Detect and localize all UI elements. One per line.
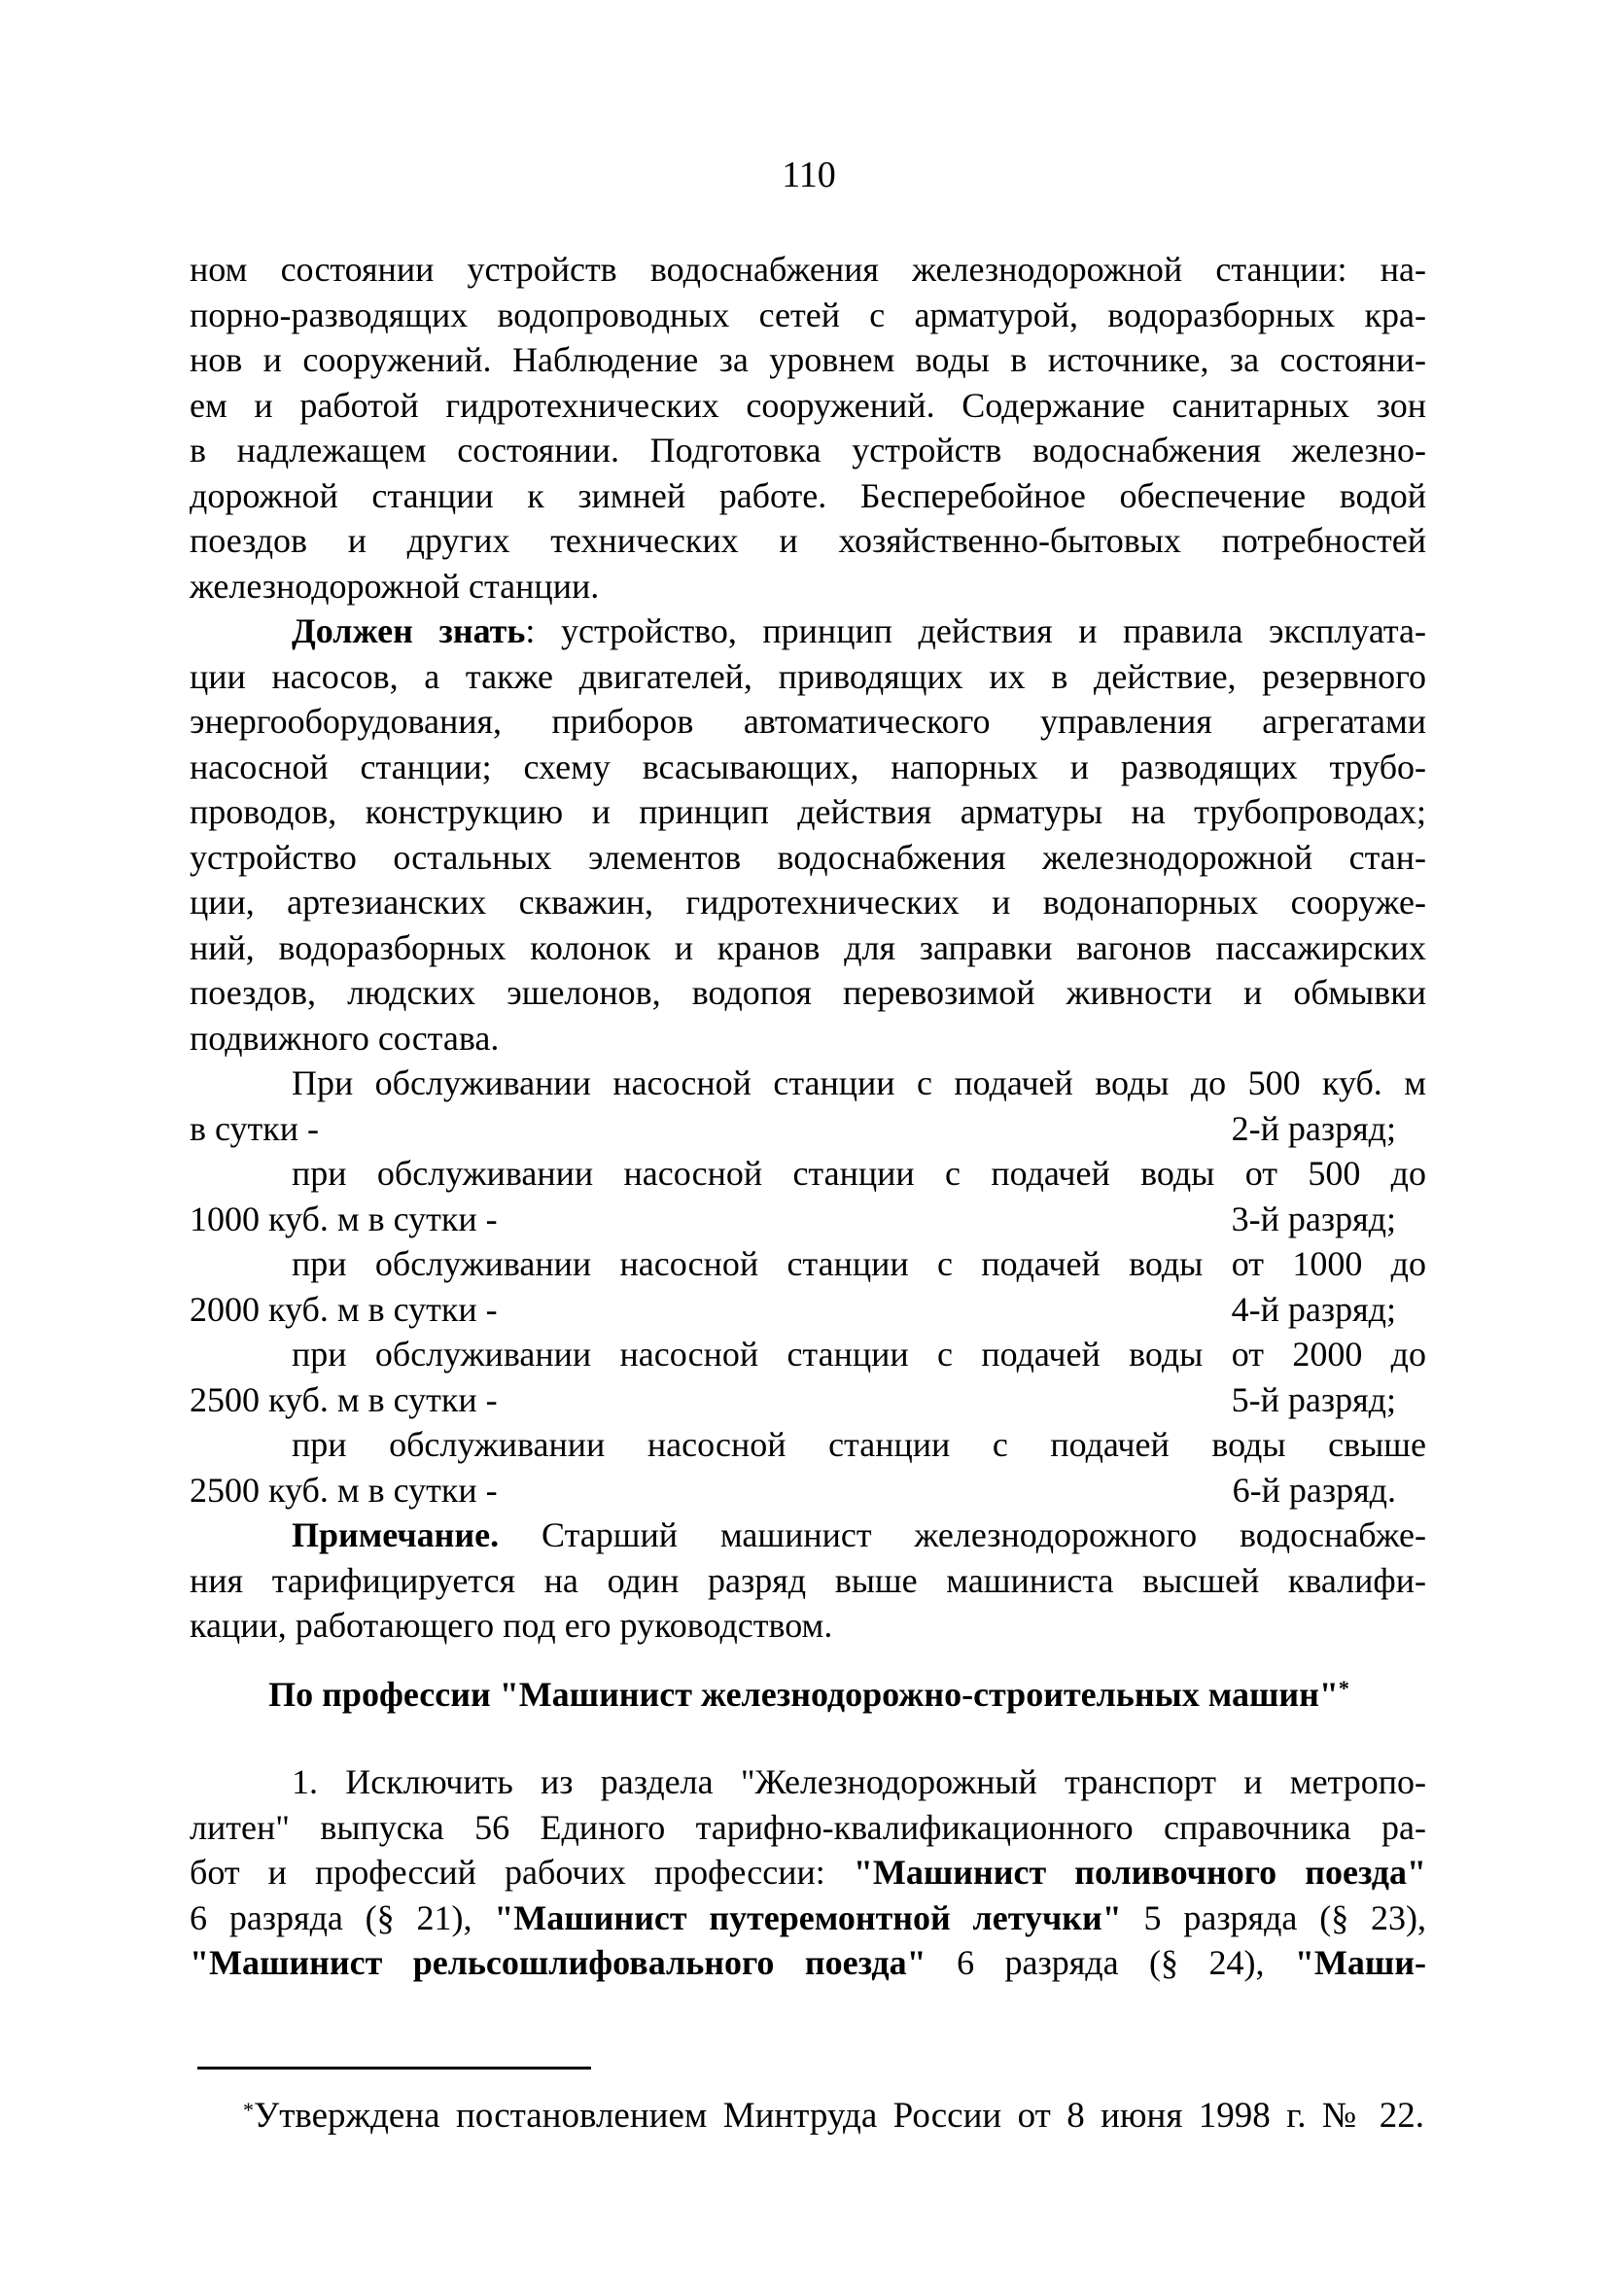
text-line: [190, 1332, 1426, 1377]
footnote-mark: *: [1338, 1676, 1349, 1700]
text-line: [190, 699, 1426, 745]
bold-text: "Машинист рельсошлифовального поезда": [190, 1943, 926, 1982]
text-line: [190, 654, 1426, 700]
text-line: [190, 1896, 1426, 1941]
text-line: [190, 293, 1426, 338]
line-text: при обслуживании насосной станции с подачей воды от 500 до: [292, 1154, 1426, 1193]
line-text: ний, водоразборных колонок и кранов для заправки вагонов пассажирских: [190, 927, 1426, 967]
line-text: подвижного состава.: [190, 1018, 500, 1058]
line-text: нов и сооружений. Наблюдение за уровнем воды в источнике, за состояни-: [190, 340, 1426, 379]
bold-text: "Маши-: [1294, 1943, 1426, 1982]
bold-text: "Машинист поливочного поезда": [853, 1853, 1426, 1892]
line-text: ции насосов, а также двигателей, приводящих их в действие, резервного: [190, 656, 1426, 696]
line-text: поездов и других технических и хозяйственно-бытовых потребностей: [190, 521, 1426, 560]
text-line: [190, 1805, 1426, 1851]
text-line: [190, 1603, 1426, 1649]
text-line: [190, 925, 1426, 971]
line-text: Старший машинист железнодорожного водоснабже-: [499, 1515, 1426, 1554]
text-line: [190, 1151, 1426, 1197]
rate-volume: 2500 куб. м в сутки -: [190, 1470, 498, 1510]
line-text: 1. Исключить из раздела "Железнодорожный транспорт и метропо-: [292, 1762, 1426, 1801]
text-line: [190, 1940, 1426, 1986]
text-line: [190, 1016, 1426, 1061]
text-line: [190, 880, 1426, 925]
text-line: [190, 745, 1426, 790]
rate-grade: 4-й разряд;: [1231, 1289, 1396, 1329]
rate-grade: 6-й разряд.: [1232, 1470, 1396, 1510]
rate-grade: 5-й разряд;: [1231, 1379, 1396, 1419]
text-line: [190, 383, 1426, 429]
text-line: [190, 428, 1426, 473]
rate-line: [190, 1468, 1426, 1513]
text-line: [190, 1850, 1426, 1896]
text-line: [190, 1422, 1426, 1468]
page-number: 110: [782, 155, 836, 195]
rate-volume: в сутки -: [190, 1108, 319, 1148]
bold-text: Примечание.: [292, 1515, 500, 1554]
line-text: ем и работой гидротехнических сооружений. Содержание санитарных зон: [190, 385, 1426, 425]
rate-line: [190, 1197, 1426, 1242]
line-text: в надлежащем состоянии. Подготовка устройств водоснабжения железно-: [190, 431, 1426, 470]
line-text: проводов, конструкцию и принцип действия арматуры на трубопроводах;: [190, 792, 1426, 831]
bold-text: Должен знать: [292, 611, 526, 650]
line-text: ния тарифицируется на один разряд выше машиниста высшей квалифи-: [190, 1560, 1426, 1600]
text-line: [190, 564, 1426, 609]
text-line: [190, 835, 1426, 881]
footnote: [243, 2092, 1424, 2140]
line-text: при обслуживании насосной станции с подачей воды от 1000 до: [292, 1244, 1426, 1283]
bold-text: "Машинист путеремонтной летучки": [494, 1897, 1122, 1937]
line-text: ции, артезианских скважин, гидротехнических и водонапорных сооруже-: [190, 883, 1426, 922]
footnote-mark: *: [243, 2098, 254, 2122]
text-line: [190, 473, 1426, 519]
line-text: ном состоянии устройств водоснабжения железнодорожной станции: на-: [190, 250, 1426, 289]
line-text: 5 разряда (§ 23),: [1121, 1897, 1427, 1937]
line-text: 6 разряда (§ 21),: [190, 1897, 495, 1937]
rate-volume: 1000 куб. м в сутки -: [190, 1199, 498, 1238]
text-line: [190, 1061, 1426, 1106]
line-text: дорожной станции к зимней работе. Бесперебойное обеспечение водой: [190, 475, 1426, 515]
text-line: [190, 1759, 1426, 1805]
line-text: : устройство, принцип действия и правила эксплуата-: [525, 611, 1427, 650]
line-text: поездов, людских эшелонов, водопоя перевозимой живности и обмывки: [190, 973, 1426, 1012]
text-line: [190, 609, 1426, 654]
text-line: [190, 970, 1426, 1016]
text-line: [190, 1513, 1426, 1558]
line-text: при обслуживании насосной станции с подачей воды свыше: [292, 1425, 1426, 1464]
line-text: железнодорожной станции.: [190, 566, 600, 606]
rate-line: [190, 1287, 1426, 1333]
line-text: бот и профессий рабочих профессии:: [190, 1853, 854, 1892]
line-text: 6 разряда (§ 24),: [926, 1943, 1295, 1982]
rate-volume: 2000 куб. м в сутки -: [190, 1289, 498, 1329]
rate-line: [190, 1377, 1426, 1423]
section-heading: [0, 1672, 1608, 1718]
text-line: [190, 337, 1426, 383]
text-line: [190, 1241, 1426, 1287]
section-text: [190, 1759, 1426, 1986]
text-line: [190, 518, 1426, 564]
body-text: [190, 247, 1426, 1649]
line-text: кации, работающего под его руководством.: [190, 1606, 833, 1645]
section-heading-text: По профессии "Машинист железнодорожно-строительных машин": [268, 1675, 1339, 1714]
line-text: литен" выпуска 56 Единого тарифно-квалификационного справочника ра-: [190, 1807, 1426, 1847]
line-text: при обслуживании насосной станции с подачей воды от 2000 до: [292, 1335, 1426, 1374]
line-text: энергооборудования, приборов автоматического управления агрегатами: [190, 702, 1426, 741]
footnote-text: Утверждена постановлением Минтруда России от 8 июня 1998 г. № 22.: [254, 2096, 1424, 2136]
footnote-rule: [197, 2067, 591, 2070]
text-line: [190, 247, 1426, 293]
line-text: устройство остальных элементов водоснабжения железнодорожной стан-: [190, 837, 1426, 877]
rate-grade: 2-й разряд;: [1231, 1108, 1396, 1148]
rate-line: [190, 1106, 1426, 1152]
text-line: [190, 789, 1426, 835]
rate-grade: 3-й разряд;: [1231, 1199, 1396, 1238]
line-text: насосной станции; схему всасывающих, напорных и разводящих трубо-: [190, 747, 1426, 786]
text-line: [190, 1558, 1426, 1604]
line-text: При обслуживании насосной станции с подачей воды до 500 куб. м: [292, 1063, 1426, 1102]
rate-volume: 2500 куб. м в сутки -: [190, 1379, 498, 1419]
line-text: порно-разводящих водопроводных сетей с арматурой, водоразборных кра-: [190, 295, 1426, 334]
